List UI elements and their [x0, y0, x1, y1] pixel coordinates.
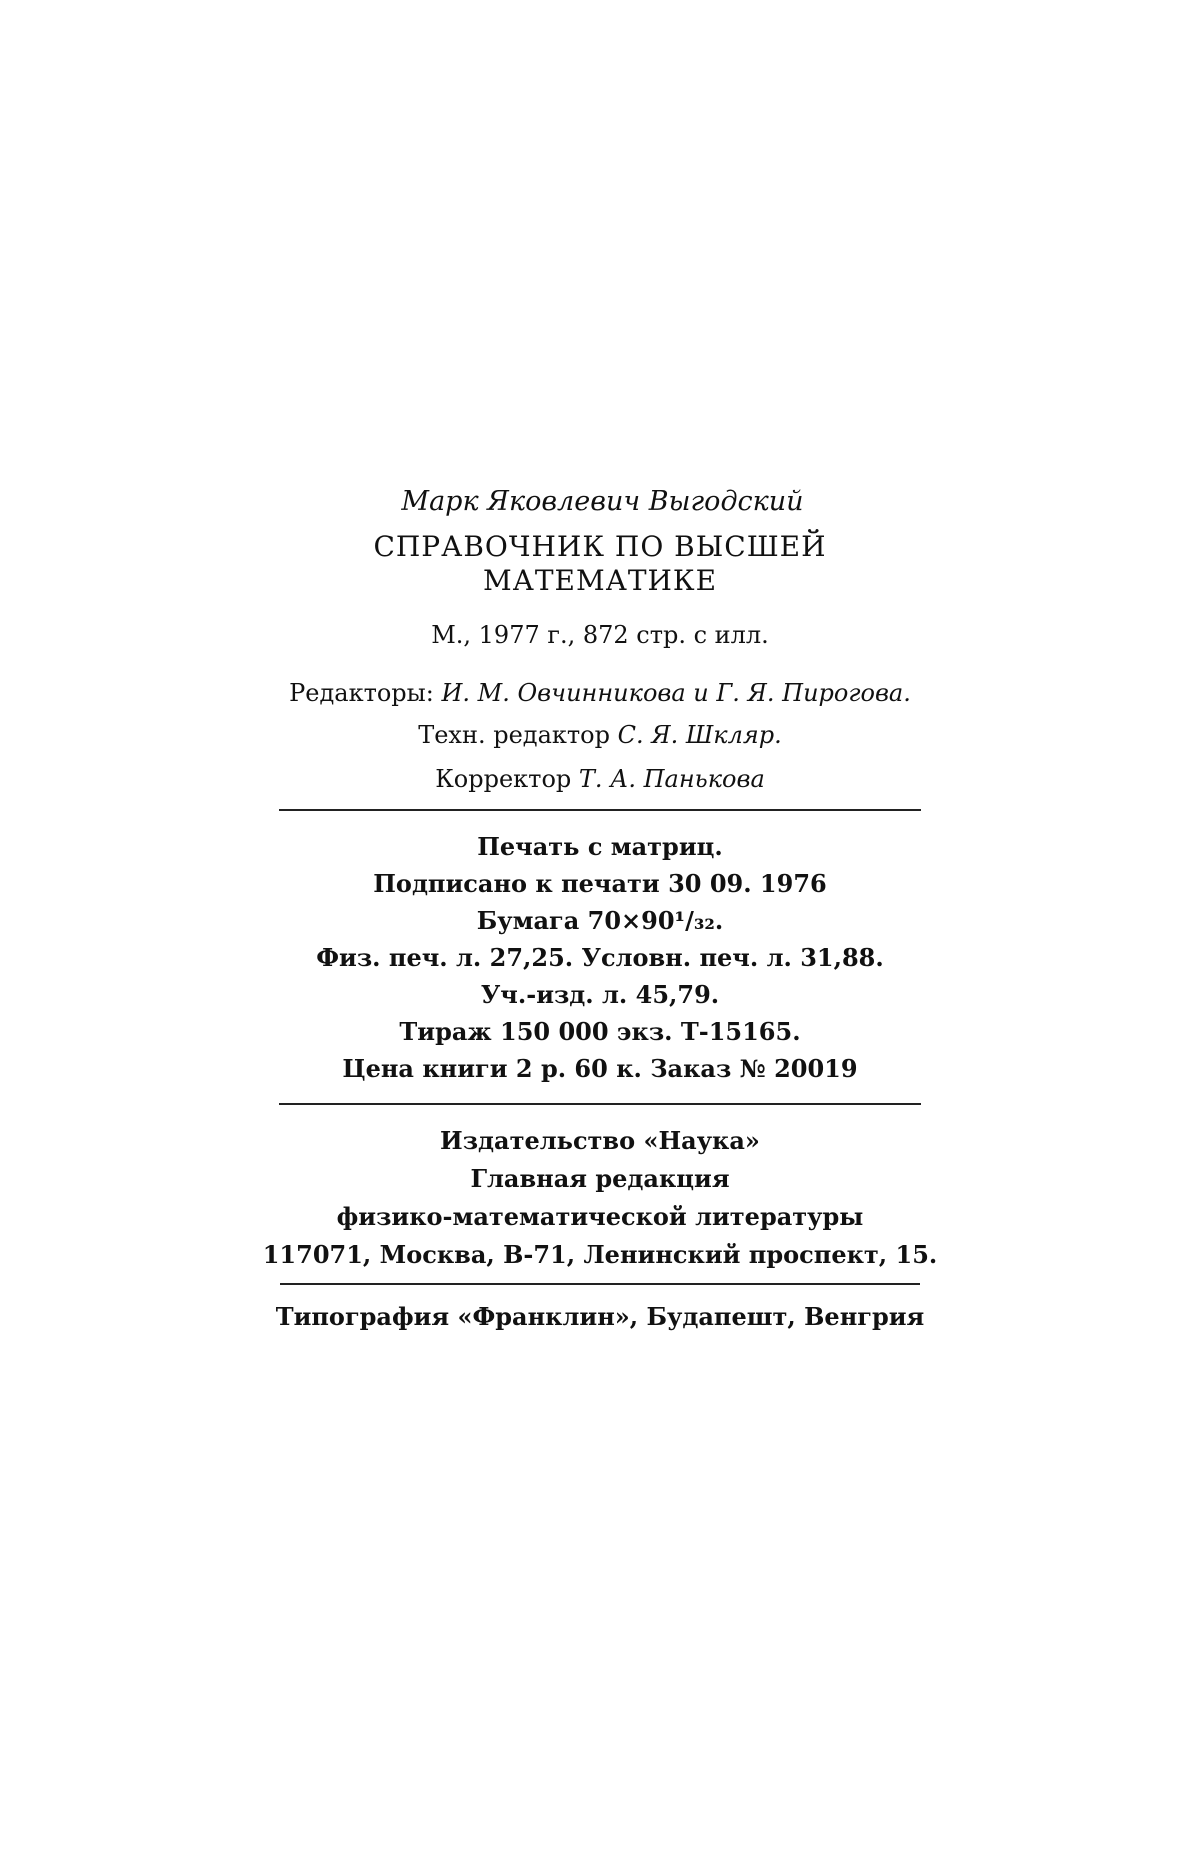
corrector-credit [0, 767, 1200, 791]
publisher-info [0, 1126, 1200, 1269]
print-detail-line: Подписано к печати 30 09. 1976 [373, 869, 827, 898]
author-name: Марк Яковлевич Выгодский [401, 486, 804, 517]
print-detail-line: Уч.-изд. л. 45,79. [480, 980, 720, 1009]
editors-names: И. М. Овчинникова и Г. Я. Пирогова. [441, 679, 911, 707]
divider-rule [279, 809, 921, 811]
corrector-name: Т. А. Панькова [578, 765, 765, 793]
divider-rule [279, 1103, 921, 1105]
imprint-page [0, 488, 1200, 1329]
tech-editor-credit [0, 723, 1200, 747]
publisher-line: Главная редакция [470, 1164, 730, 1193]
book-title-line-1: СПРАВОЧНИК ПО ВЫСШЕЙ [373, 530, 827, 563]
publication-info: М., 1977 г., 872 стр. с илл. [431, 621, 769, 649]
publisher-line: Издательство «Наука» [440, 1126, 760, 1155]
divider-rule [280, 1283, 920, 1285]
book-title-line-2: МАТЕМАТИКЕ [482, 564, 718, 597]
editors-credit [0, 681, 1200, 705]
tech-editor-name: С. Я. Шкляр. [617, 721, 782, 749]
publisher-line: физико-математической литературы [336, 1202, 864, 1231]
editors-label: Редакторы: [289, 679, 434, 707]
print-detail-line: Печать с матриц. [477, 832, 723, 861]
print-detail-line: Физ. печ. л. 27,25. Условн. печ. л. 31,88. [316, 943, 884, 972]
corrector-label: Корректор [435, 765, 572, 793]
tech-editor-label: Техн. редактор [418, 721, 610, 749]
print-detail-line: Тираж 150 000 экз. Т-15165. [399, 1017, 801, 1046]
print-details [0, 832, 1200, 1083]
print-detail-line: Бумага 70×90¹/₃₂. [476, 906, 724, 935]
printing-house: Типография «Франклин», Будапешт, Венгрия [275, 1302, 925, 1331]
print-detail-line: Цена книги 2 р. 60 к. Заказ № 20019 [342, 1054, 858, 1083]
publisher-line: 117071, Москва, В-71, Ленинский проспект, 15. [262, 1240, 938, 1269]
